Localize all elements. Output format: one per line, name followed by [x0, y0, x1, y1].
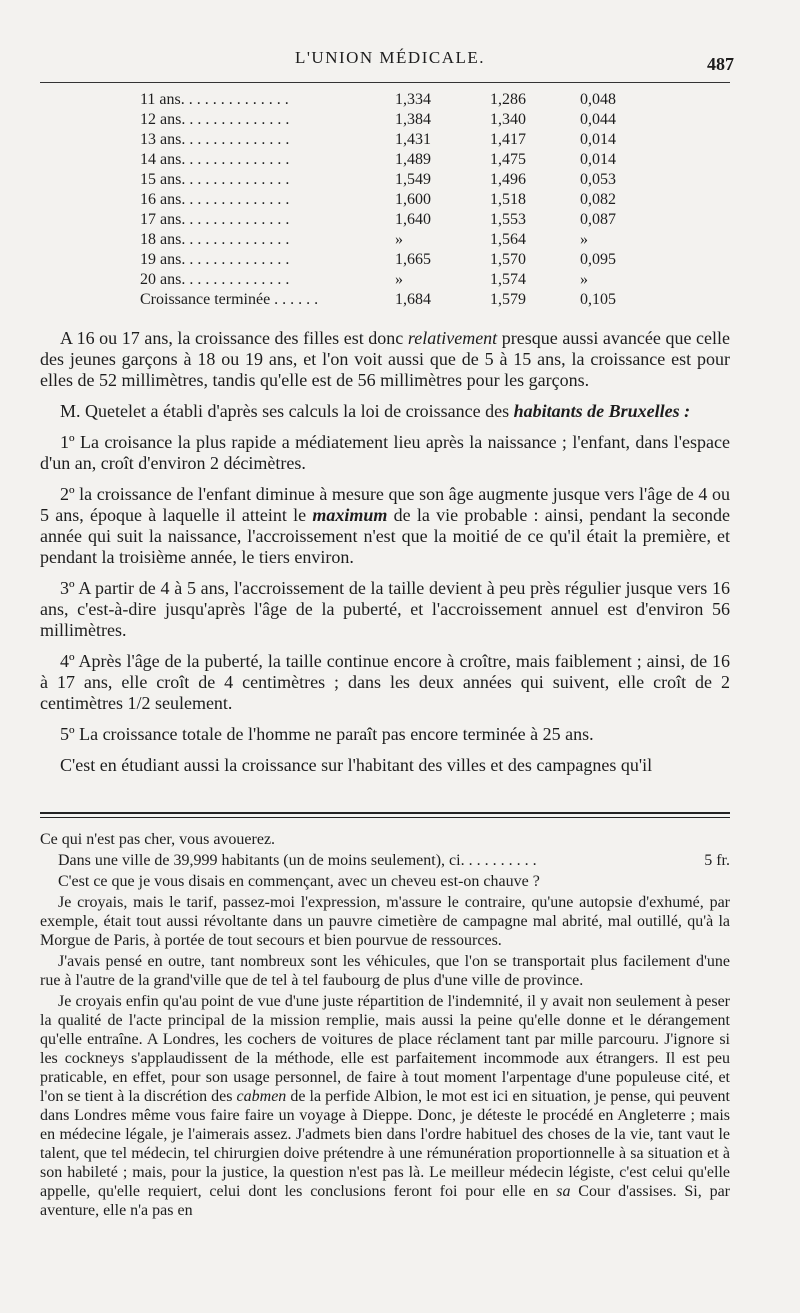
table-row — [140, 150, 660, 170]
paragraph — [40, 401, 730, 422]
paragraph: 1º La croisance la plus rapide a médiatement lieu après la naissance ; l'enfant, dans l'espace d'un an, croît d'environ 2 décimètres. — [40, 432, 730, 473]
feuilleton-paragraph: Je croyais, mais le tarif, passez-moi l'expression, m'assure le contraire, qu'une autopsie d'exhumé, par exemple, était tout aussi révoltante dans un pauvre cimetière de campagne mal abrité, mal outillé, qu'à la Morgue de Paris, à portée de tout secours et bien pourvue de ressources. — [40, 894, 730, 949]
table-row — [140, 290, 660, 310]
table-row — [140, 210, 660, 230]
value-cell: 0,095 — [580, 251, 616, 268]
text: Je croyais enfin qu'au point de vue d'une juste répartition de l'indemnité, il y avait non seulement à peser la qualité de l'acte principal de la mission remplie, mais aussi la peine qu'elle donne et le dérangement qu'elle entraîne. A Londres, les cochers de voitures de place réclament tant par mille parcouru. J'ignore si les cockneys s'applaudissent de la méthode, elle est parfaitement incommode aux étrangers. Il est peu praticable, en effet, pour son usage personnel, de faire à tout moment l'arpentage d'une populeuse cité, et l'on se tient à la discrétion des — [40, 993, 730, 1105]
paragraph: 5º La croissance totale de l'homme ne paraît pas encore terminée à 25 ans. — [60, 724, 594, 744]
age-label: 19 ans. . . . . . . . . . . . . . — [140, 251, 290, 268]
text: de la perfide Albion, le mot est ici en situation, je pense, qui peuvent dans Londres même vous faire faire un voyage à Dieppe. Donc, je déteste le procédé en Angleterre ; mais en médecine légale, je l'aimerais assez. J'admets bien dans l'ordre habituel des choses de la vie, tant vaut le talent, que tel médecin, tel chirurgien doive prétendre à une rémunération proportionnelle à sa situation et à son habileté ; mais, pour la justice, la question n'est pas là. Le meilleur médecin légiste, c'est celui qu'elle appelle, qu'elle requiert, celui dont les conclusions feront foi pour elle en — [40, 1088, 731, 1200]
paragraph: 4º Après l'âge de la puberté, la taille continue encore à croître, mais faiblement ; ainsi, de 16 à 17 ans, elle croît de 4 centimètres ; dans les deux années qui suivent, elle croît de 2 centimètres 1/2 seulement. — [40, 651, 730, 713]
table-row — [140, 170, 660, 190]
fee-amount: 5 fr. — [704, 852, 730, 869]
age-label: 12 ans. . . . . . . . . . . . . . — [140, 111, 290, 128]
table-row — [140, 110, 660, 130]
value-cell: 1,518 — [490, 191, 526, 208]
feuilleton-paragraph: Ce qui n'est pas cher, vous avouerez. — [40, 831, 276, 848]
feuilleton-paragraph: C'est ce que je vous disais en commençant, avec un cheveu est-on chauve ? — [58, 873, 540, 890]
table-row — [140, 230, 660, 250]
text: 2º la croissance de l'enfant diminue à mesure que son âge augmente jusque vers l'âge de 4 ou 5 ans, époque à laquelle il atteint le — [40, 484, 730, 525]
fee-line — [40, 851, 730, 870]
table-row — [140, 190, 660, 210]
table-row — [140, 250, 660, 270]
value-cell: 1,574 — [490, 271, 526, 288]
age-label: 18 ans. . . . . . . . . . . . . . — [140, 231, 290, 248]
text: Cour d'assises. Si, par aventure, elle n'a pas en — [40, 1183, 730, 1219]
value-cell: 1,684 — [395, 291, 431, 308]
value-cell: 1,496 — [490, 171, 526, 188]
value-cell: 1,579 — [490, 291, 526, 308]
age-label: 16 ans. . . . . . . . . . . . . . — [140, 191, 290, 208]
fee-description: Dans une ville de 39,999 habitants (un de moins seulement), ci. . . . . . . . . . — [58, 852, 537, 869]
emphasis: relativement — [407, 328, 498, 348]
value-cell: 0,014 — [580, 131, 616, 148]
value-cell: 1,334 — [395, 91, 431, 108]
text: M. Quetelet a établi d'après ses calculs la loi de croissance des — [60, 401, 514, 421]
value-cell: 0,044 — [580, 111, 616, 128]
table-row — [140, 130, 660, 150]
value-cell: 1,570 — [490, 251, 526, 268]
text: A 16 ou 17 ans, la croissance des filles est donc — [60, 328, 408, 348]
value-cell: 1,417 — [490, 131, 526, 148]
paragraph: C'est en étudiant aussi la croissance sur l'habitant des villes et des campagnes qu'il — [60, 755, 653, 775]
value-cell: 1,640 — [395, 211, 431, 228]
value-cell: » — [580, 271, 588, 288]
age-label: 20 ans. . . . . . . . . . . . . . — [140, 271, 290, 288]
value-cell: 1,475 — [490, 151, 526, 168]
age-label: 11 ans. . . . . . . . . . . . . . — [140, 91, 289, 108]
feuilleton-rule-thin — [40, 817, 730, 818]
table-row — [140, 270, 660, 290]
text: presque aussi avancée que celle des jeunes garçons à 18 ou 19 ans, et l'on voit aussi que de 5 à 15 ans, la croissance est pour elles de 52 millimètres, tandis qu'elle est de 56 millimètres pour les garçons. — [40, 328, 731, 390]
age-label: 17 ans. . . . . . . . . . . . . . — [140, 211, 290, 228]
value-cell: 0,048 — [580, 91, 616, 108]
value-cell: 1,600 — [395, 191, 431, 208]
value-cell: 0,082 — [580, 191, 616, 208]
value-cell: 0,053 — [580, 171, 616, 188]
emphasis: sa — [556, 1183, 571, 1200]
age-label: Croissance terminée . . . . . . — [140, 291, 319, 308]
value-cell: 1,431 — [395, 131, 431, 148]
table-row — [140, 90, 660, 110]
feuilleton-rule-thick — [40, 812, 730, 814]
emphasis: cabmen — [236, 1088, 287, 1105]
age-label: 13 ans. . . . . . . . . . . . . . — [140, 131, 290, 148]
feuilleton-paragraph: J'avais pensé en outre, tant nombreux sont les véhicules, que l'on se transportait plus facilement d'une rue à l'autre de la grand'ville que de tel à tel faubourg de plus d'une ville de province. — [40, 953, 730, 989]
value-cell: 1,489 — [395, 151, 431, 168]
value-cell: 1,564 — [490, 231, 526, 248]
value-cell: 1,665 — [395, 251, 431, 268]
emphasis: habitants de Bruxelles : — [513, 401, 691, 421]
age-label: 14 ans. . . . . . . . . . . . . . — [140, 151, 290, 168]
value-cell: » — [580, 231, 588, 248]
emphasis: maximum — [312, 505, 388, 525]
main-text — [40, 328, 730, 786]
age-label: 15 ans. . . . . . . . . . . . . . — [140, 171, 290, 188]
text: de la vie probable : ainsi, pendant la seconde année qui suit la naissance, l'accroissement n'est que la moitié de ce qu'il était la première, et pendant la troisième année, le tiers environ. — [40, 505, 730, 567]
value-cell: 0,087 — [580, 211, 616, 228]
header-rule — [40, 82, 730, 83]
value-cell: 1,553 — [490, 211, 526, 228]
value-cell: 1,384 — [395, 111, 431, 128]
running-title: L'UNION MÉDICALE. — [294, 48, 486, 67]
value-cell: » — [395, 271, 403, 288]
page-header — [40, 48, 740, 78]
growth-table — [140, 90, 660, 310]
paragraph: 3º A partir de 4 à 5 ans, l'accroissement de la taille devient à peu près régulier jusque vers 16 ans, c'est-à-dire jusqu'après l'âge de la puberté, et l'accroissement annuel est d'environ 56 millimètres. — [40, 578, 730, 640]
page-number: 487 — [707, 54, 734, 74]
feuilleton-paragraph — [40, 992, 730, 1220]
value-cell: » — [395, 231, 403, 248]
paragraph — [40, 328, 730, 391]
value-cell: 0,014 — [580, 151, 616, 168]
value-cell: 0,105 — [580, 291, 616, 308]
growth-table-body — [140, 90, 660, 310]
feuilleton — [40, 830, 730, 1222]
paragraph — [40, 484, 730, 568]
value-cell: 1,286 — [490, 91, 526, 108]
value-cell: 1,549 — [395, 171, 431, 188]
value-cell: 1,340 — [490, 111, 526, 128]
